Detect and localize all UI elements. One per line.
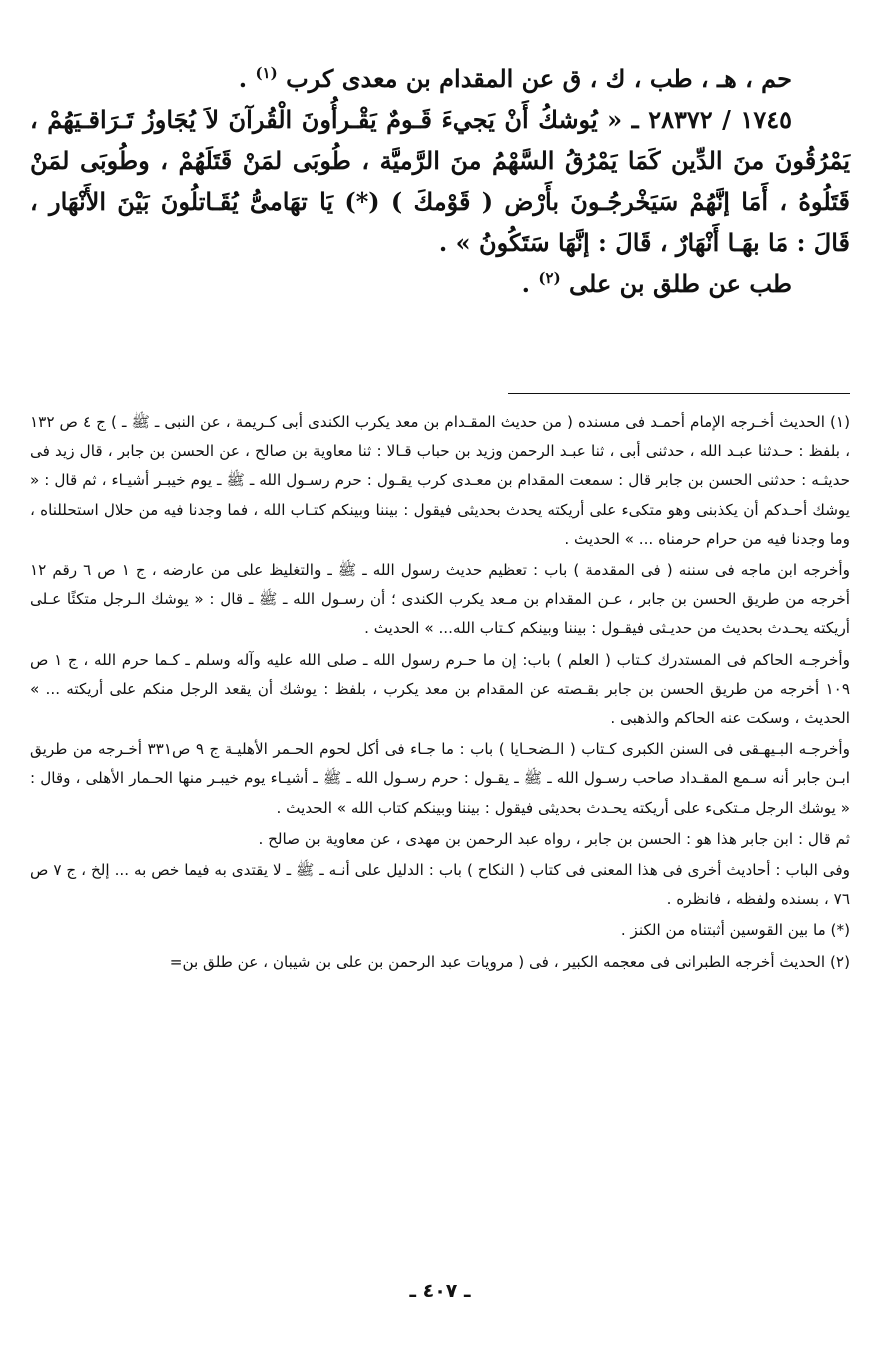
footnote-1-bayhaqi: وأخرجـه البـيهـقى فى السنن الكبرى كـتاب ( الـضحـايا ) باب : ما جـاء فى أكل لحوم الحـمر الأهليـة ج ٩ ص٣٣١ أخـرجه من طريق ابـن جابر أنه سـمع المقـداد صاحب رسـول الله ـ ﷺ ـ يقـول : حرم رسـول الله ـ ﷺ ـ أشيـاء يوم خيبـر منها الحـمار الأهلى ، وقال : « يوشك الرجل مـتكىء على أريكته يحـدث بحديثى فيقول : بيننا وبينكم كتاب الله » الحديث .: [30, 740, 850, 817]
footnote-1-note: ثم قال : ابن جابر هذا هو : الحسن بن جابر ، رواه عبد الرحمن بن مهدى ، عن معاوية بن صالح .: [258, 829, 850, 848]
footnote-1-chapter: وفى الباب : أحاديث أخرى فى هذا المعنى فى كتاب ( النكاح ) باب : الدليل على أنـه ـ ﷺ ـ لا يقتدى به فيما خص به ... إلخ ، ج ٧ ص ٧٦ ، بسنده ولفظه ، فانظره .: [30, 861, 850, 909]
source-line-1: [30, 58, 850, 99]
hadith-text: « يُوشكُ أَنْ يَجيءَ قَـومٌ يَقْـرأُونَ الْقُرآنَ لاَ يُجَاوزُ تَـرَاقـيَهُمْ ، يَمْرُقُونَ منَ الدِّين كَمَا يَمْرُقُ السَّهْمُ منَ الرَّميَّة ، طُوبَى لمَنْ قَتَلَهُمْ ، وطُوبَى لمَنْ قَتَلُوهُ ، أَمَا إنَّهُمْ سَيَخْرجُـونَ بأَرْض ( قَوْمكَ ) (*) يَا تهَامىُّ يُقَـاتلُونَ بَيْنَ الأَنْهَار ، قَالَ : مَا بهَـا أَنْهَارٌ ، قَالَ : إنَّهَا سَتَكُونُ » .: [30, 105, 850, 257]
footnote-1-ibn-majah: وأخرجه ابن ماجه فى سننه ( فى المقدمة ) باب : تعظيم حديث رسول الله ـ ﷺ ـ والتغليظ على من عارضه ، ج ١ ص ٦ رقم ١٢ أخرجه من طريق الحسن بن جابر ، عـن المقدام بن مـعد يكرب الكندى ؛ أن رسـول الله ـ ﷺ ـ قال : « يوشك الـرجل متكئًا عـلى أريكته يحـدث بحديث من حديـثى فيقـول : بيننا وبينكم كـتاب الله... » الحديث .: [30, 561, 850, 638]
source-line-1-end: .: [238, 64, 248, 93]
source-line-2-text: طب عن طلق بن على: [569, 269, 792, 298]
source-line-1-text: حم ، هـ ، طب ، ك ، ق عن المقدام بن معدى كرب: [286, 64, 792, 93]
footnote-divider: [508, 393, 850, 394]
hadith-paragraph: [30, 99, 850, 263]
footnote-ref-1[interactable]: (١): [255, 64, 278, 82]
footnote-ref-2[interactable]: (٢): [538, 269, 561, 287]
footnotes: [30, 408, 850, 979]
book-page: [30, 58, 850, 1348]
footnote-2: (٢) الحديث أخرجه الطبرانى فى معجمه الكبير ، فى ( مرويات عبد الرحمن بن على بن شيبان ، عن طلق بن=: [169, 952, 850, 971]
footnote-1: (١) الحديث أخـرجه الإمام أحمـد فى مسنده ( من حديث المقـدام بن معد يكرب الكندى أبى كـريمة ، عن النبى ـ ﷺ ـ ) ج ٤ ص ١٣٢ ، بلفظ : حـدثنا عبـد الله ، حدثنى أبى ، ثنا عبـد الرحمن وزيد بن حباب قـالا : ثنا معاوية بن صالح ، عن الحسن بن جابر ، قال زيد فى حديثـه : حدثنى الحسن بن جابر قال : سمعت المقدام بن معـدى كرب يقـول : حرم رسـول الله ـ ﷺ ـ يوم خيبـر أشيـاء ، ثم قال : « يوشك أحـدكم أن يكذبنى وهو متكىء على أريكته يحدث بحديثى فيقول : بيننا وبينكم كتـاب الله ، فما وجدنا فيه من حلال استحللناه ، وما وجدنا فيه من حرام حرمناه ... » الحديث .: [30, 413, 850, 548]
hadith-number: ١٧٤٥ / ٢٨٣٧٢ ـ: [631, 105, 792, 134]
source-line-2: [30, 263, 850, 304]
source-line-2-end: .: [521, 269, 531, 298]
footnote-1-hakim: وأخرجـه الحاكم فى المستدرك كـتاب ( العلم ) باب: إن ما حـرم رسول الله ـ صلى الله عليه وآله وسلم ـ كـما حرم الله ، ج ١ ص ١٠٩ أخرجه من طريق الحسن بن جابر بقـصته عن المقدام بن معد يكرب ، بلفظ : يوشك أن يقعد الرجل منكم على أريكته ... » الحديث ، وسكت عنه الحاكم والذهبى .: [30, 650, 850, 728]
main-text: [30, 58, 850, 304]
page-number: ـ ٤٠٧ ـ: [409, 1280, 471, 1302]
footnote-asterisk: (*) ما بين القوسين أثبتناه من الكنز .: [620, 921, 850, 940]
